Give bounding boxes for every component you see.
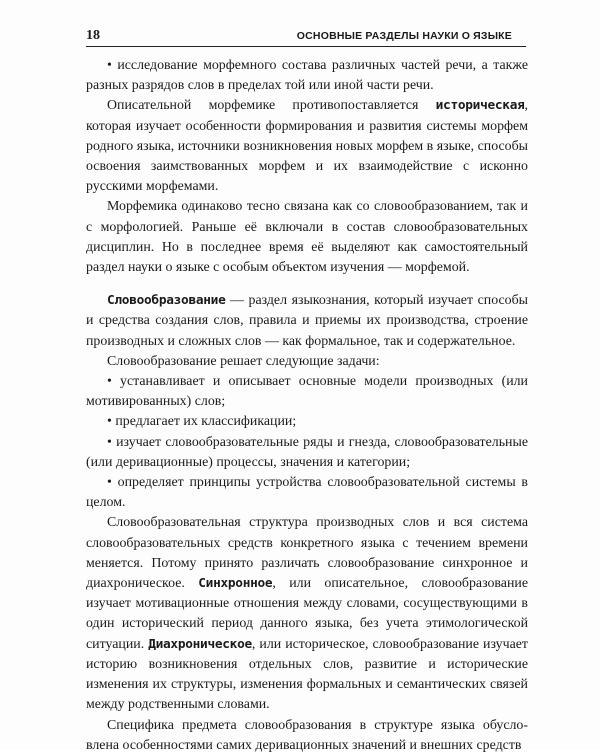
text-run: Описательной морфемике противопоставляется: [107, 98, 436, 114]
paragraph-morphemics-relation: Морфемика одинаково тесно связана как со словообразованием, так и с морфологией. Раньше её включали в состав словообразовательных дисциплин. Но в последнее время её выделяют как самостоятельный раздел науки о языке с особым объектом изучения — морфемой.: [86, 199, 528, 276]
text-run: , которая изучает особенности формирования и развития системы морфем родного языка, источники возникновения новых морфем в языке, способы освоения заимствованных морфем и их взаимодействие с исконно русскими морфемами.: [86, 98, 528, 195]
paragraph-specifics: Специфика предмета словообразования в структуре языка обусловлена особенностями самих деривационных значений и внешних средств: [86, 717, 528, 753]
paragraph-list-item: • изучает словообразовательные ряды и гнезда, словообразовательные (или деривационные) процессы, значения и категории;: [86, 434, 528, 470]
paragraph-list-item: • исследование морфемного состава различных частей речи, а также разных разрядов слов в пределах той или иной части речи.: [86, 58, 528, 94]
running-header: [86, 26, 526, 47]
term-synchronic: Синхронное: [198, 576, 273, 592]
paragraph-word-formation-definition: [86, 291, 528, 352]
text-run: Словообразовательная структура производных слов и вся система словообразовательных средств конкретного языка с течением времени меняется. Потому принято различать словообразование синхронное и диахроническое.: [86, 515, 528, 592]
term-word-formation: Словообразование: [107, 293, 226, 309]
paragraph-list-item: • предлагает их классификации;: [107, 414, 297, 430]
text-run: , или описательное, словообразование изучает мотивационные отношения между словами, сосуществующими в один исторический период данного языка, без учета этимологической ситуации.: [86, 576, 528, 652]
text-run: , или историческое, словообразование изучает историю возникновения отдельных слов, развитие и исторические изменения их структуры, изменения формальных и семантических связей между родственными словами.: [86, 636, 528, 713]
paragraph-synchrony-diachrony: [86, 513, 528, 715]
paragraph-historical-morphemics: [86, 96, 528, 197]
page-number: 18: [86, 28, 100, 43]
text-run: — раздел языкознания, который изучает способы и средства создания слов, правила и приемы их производства, строение производных и сложных слов — как формальное, так и содержательное.: [86, 293, 528, 349]
page-body: [86, 56, 528, 756]
paragraph-tasks-intro: Словообразование решает следующие задачи:: [107, 353, 380, 369]
term-diachronic: Диахроническое: [148, 636, 252, 652]
paragraph-list-item: • устанавливает и описывает основные модели производных (или мотивированных) слов;: [86, 374, 528, 410]
chapter-title: ОСНОВНЫЕ РАЗДЕЛЫ НАУКИ О ЯЗЫКЕ: [296, 30, 512, 42]
term-historical: историческая: [435, 98, 525, 114]
paragraph-list-item: • определяет принципы устройства словообразовательной системы в целом.: [86, 475, 528, 511]
